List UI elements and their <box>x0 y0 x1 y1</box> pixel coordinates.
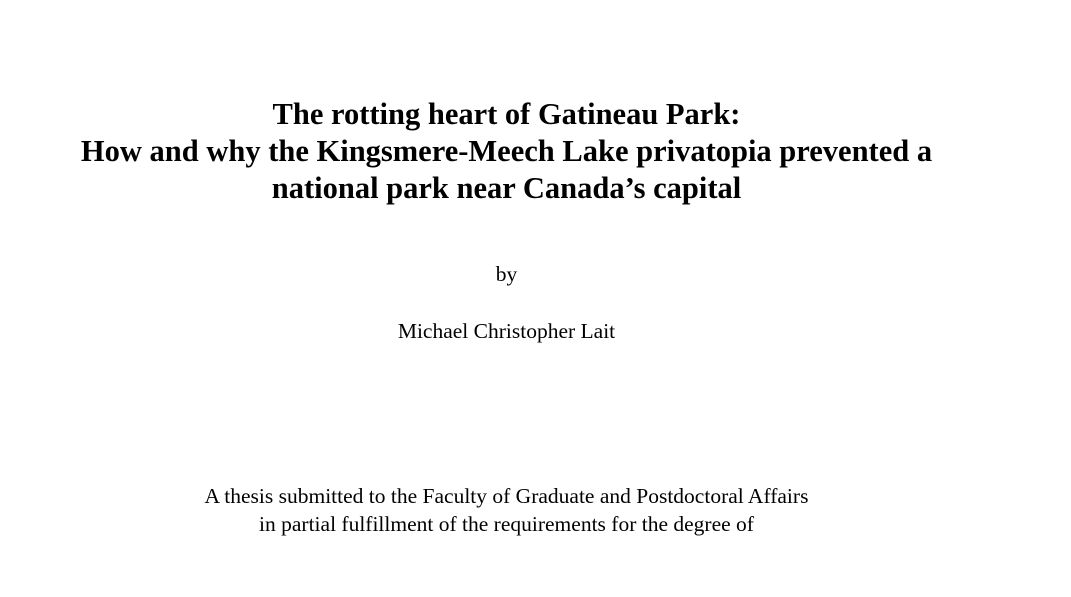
title-line-1: The rotting heart of Gatineau Park: <box>272 97 741 131</box>
submission-line-1: A thesis submitted to the Faculty of Graduate and Postdoctoral Affairs <box>204 484 809 508</box>
thesis-title <box>0 96 1013 207</box>
title-line-3: national park near Canada’s capital <box>271 171 742 205</box>
byline: by <box>495 262 518 286</box>
submission-statement <box>0 482 1013 538</box>
author-name: Michael Christopher Lait <box>397 319 616 343</box>
submission-line-2: in partial fulfillment of the requirements for the degree of <box>259 512 754 536</box>
title-line-2: How and why the Kingsmere-Meech Lake privatopia prevented a <box>80 134 933 168</box>
